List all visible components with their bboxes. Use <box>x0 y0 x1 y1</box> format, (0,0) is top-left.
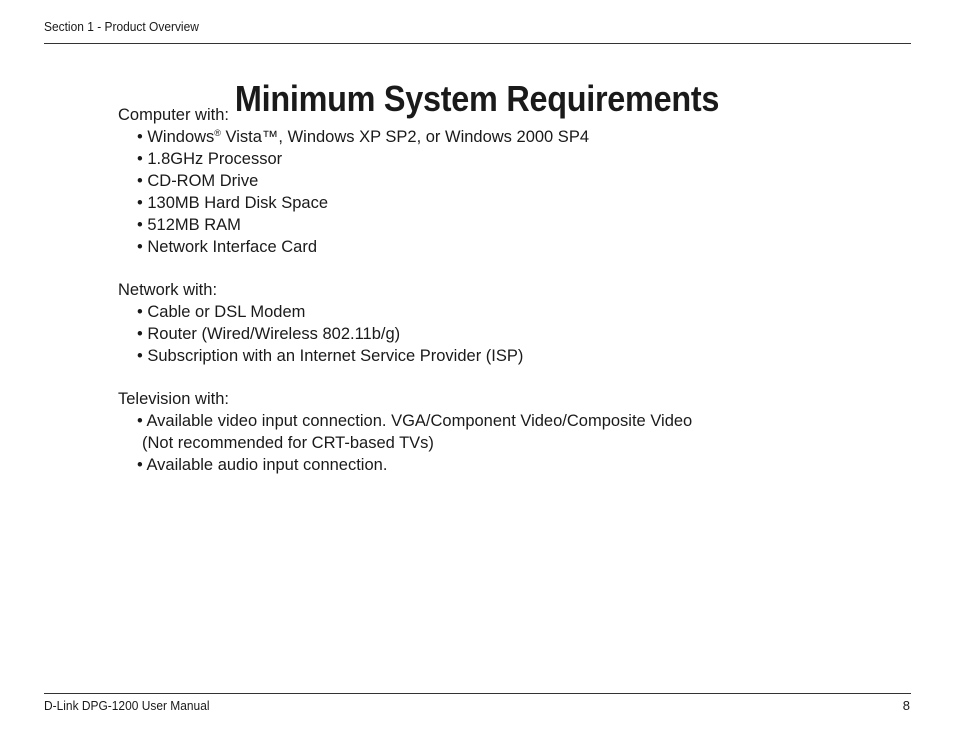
registered-mark: ® <box>214 128 221 138</box>
section-label: Television with: <box>118 390 229 408</box>
requirements-list <box>118 126 818 258</box>
computer-requirements <box>118 104 818 258</box>
requirements-list <box>118 410 818 476</box>
list-item-text: • Windows <box>137 128 215 146</box>
list-item: • 512MB RAM <box>137 216 241 234</box>
list-item <box>137 410 818 454</box>
section-label: Computer with: <box>118 106 229 124</box>
page-number: 8 <box>902 698 910 713</box>
list-item: • Available audio input connection. <box>137 456 388 474</box>
list-item-text: • Available video input connection. VGA/Component Video/Composite Video <box>137 412 693 430</box>
list-item <box>137 126 818 148</box>
television-requirements <box>118 388 818 476</box>
network-requirements <box>118 279 818 367</box>
list-item: • 130MB Hard Disk Space <box>137 194 329 212</box>
list-item: • Subscription with an Internet Service Provider (ISP) <box>137 347 524 365</box>
list-item: • Router (Wired/Wireless 802.11b/g) <box>137 325 401 343</box>
header-divider <box>44 43 911 44</box>
section-label: Network with: <box>118 281 218 299</box>
list-item: • Cable or DSL Modem <box>137 303 306 321</box>
requirements-list <box>118 301 818 367</box>
list-item: • 1.8GHz Processor <box>137 150 283 168</box>
list-item-text: Vista™, Windows XP SP2, or Windows 2000 SP4 <box>220 128 589 146</box>
manual-title: D-Link DPG-1200 User Manual <box>44 698 210 713</box>
page-title: Minimum System Requirements <box>234 78 720 120</box>
section-header: Section 1 - Product Overview <box>44 19 199 34</box>
list-item-note: (Not recommended for CRT-based TVs) <box>142 434 434 452</box>
list-item: • Network Interface Card <box>137 238 318 256</box>
list-item: • CD-ROM Drive <box>137 172 259 190</box>
footer-divider <box>44 693 911 694</box>
requirements-content <box>118 104 818 476</box>
